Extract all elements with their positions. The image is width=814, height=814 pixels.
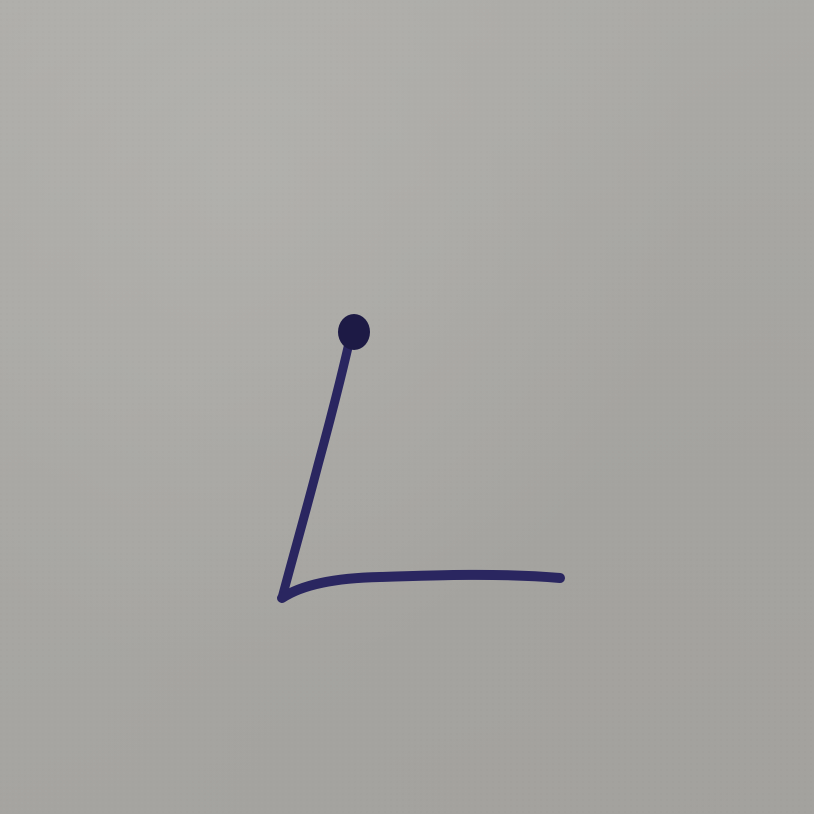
horizontal-stroke: [282, 575, 560, 598]
vertical-stroke: [282, 330, 352, 598]
ink-strokes: [282, 314, 560, 598]
ink-blot: [338, 314, 370, 350]
